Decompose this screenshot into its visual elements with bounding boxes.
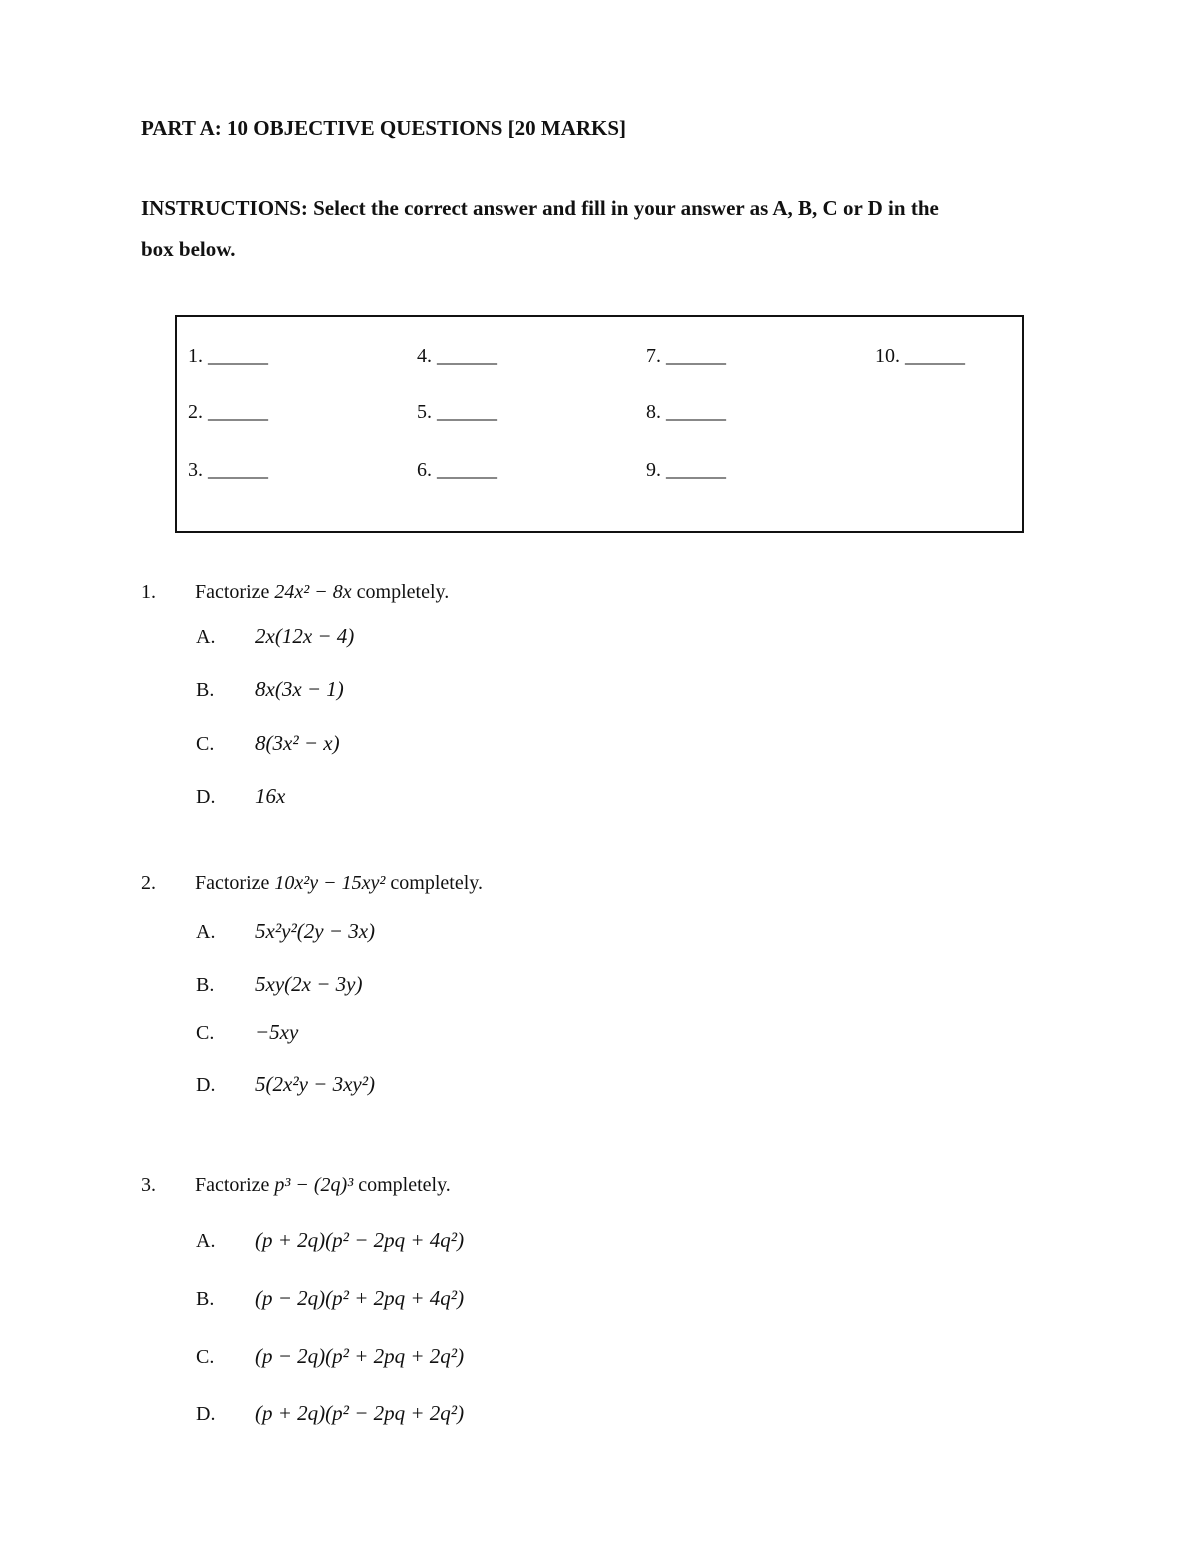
answer-slot-7[interactable]: 7. ______ xyxy=(646,345,726,367)
option-text[interactable]: (p − 2q)(p² + 2pq + 4q²) xyxy=(255,1286,465,1310)
answer-box xyxy=(175,315,1024,533)
option-letter: B. xyxy=(196,1288,215,1310)
prompt-suffix: completely. xyxy=(358,1174,451,1196)
question-number: 2. xyxy=(141,872,156,894)
option-text[interactable]: 8(3x² − x) xyxy=(255,731,340,755)
part-heading: PART A: 10 OBJECTIVE QUESTIONS [20 MARKS] xyxy=(141,116,627,140)
option-text[interactable]: 2x(12x − 4) xyxy=(255,624,355,648)
prompt-suffix: completely. xyxy=(356,581,450,603)
question-expression: 24x² − 8x xyxy=(274,581,352,603)
option-text[interactable]: (p + 2q)(p² − 2pq + 4q²) xyxy=(255,1228,465,1252)
prompt-prefix: Factorize xyxy=(195,1174,270,1196)
answer-slot-9[interactable]: 9. ______ xyxy=(646,459,726,481)
answer-slot-8[interactable]: 8. ______ xyxy=(646,401,726,423)
question-expression: p³ − (2q)³ xyxy=(274,1174,354,1196)
prompt-prefix: Factorize xyxy=(195,872,270,894)
question-expression: 10x²y − 15xy² xyxy=(274,872,386,894)
option-text[interactable]: 16x xyxy=(255,784,286,808)
prompt-prefix: Factorize xyxy=(195,581,270,603)
instructions-line-1: INSTRUCTIONS: Select the correct answer and fill in your answer as A, B, C or D in the xyxy=(141,196,939,220)
option-letter: B. xyxy=(196,679,215,701)
answer-slot-4[interactable]: 4. ______ xyxy=(417,345,497,367)
prompt-suffix: completely. xyxy=(390,872,483,894)
option-text[interactable]: −5xy xyxy=(255,1020,299,1044)
question-prompt xyxy=(195,1174,451,1197)
option-letter: A. xyxy=(196,921,216,943)
option-letter: C. xyxy=(196,1022,215,1044)
question-number: 3. xyxy=(141,1174,156,1196)
option-text[interactable]: (p + 2q)(p² − 2pq + 2q²) xyxy=(255,1401,465,1425)
option-letter: D. xyxy=(196,1074,216,1096)
answer-slot-6[interactable]: 6. ______ xyxy=(417,459,497,481)
answer-slot-10[interactable]: 10. ______ xyxy=(875,345,965,367)
answer-slot-5[interactable]: 5. ______ xyxy=(417,401,497,423)
option-letter: A. xyxy=(196,626,216,648)
answer-slot-1[interactable]: 1. ______ xyxy=(188,345,268,367)
option-letter: D. xyxy=(196,786,216,808)
option-text[interactable]: (p − 2q)(p² + 2pq + 2q²) xyxy=(255,1344,465,1368)
option-text[interactable]: 5xy(2x − 3y) xyxy=(255,972,363,996)
option-letter: A. xyxy=(196,1230,216,1252)
answer-slot-2[interactable]: 2. ______ xyxy=(188,401,268,423)
option-letter: C. xyxy=(196,1346,215,1368)
instructions-line-2: box below. xyxy=(141,237,236,261)
option-letter: D. xyxy=(196,1403,216,1425)
option-letter: C. xyxy=(196,733,215,755)
option-text[interactable]: 5(2x²y − 3xy²) xyxy=(255,1072,376,1096)
answer-slot-3[interactable]: 3. ______ xyxy=(188,459,268,481)
option-letter: B. xyxy=(196,974,215,996)
question-prompt xyxy=(195,581,449,604)
question-prompt xyxy=(195,872,483,895)
option-text[interactable]: 5x²y²(2y − 3x) xyxy=(255,919,376,943)
question-number: 1. xyxy=(141,581,156,603)
option-text[interactable]: 8x(3x − 1) xyxy=(255,677,344,701)
